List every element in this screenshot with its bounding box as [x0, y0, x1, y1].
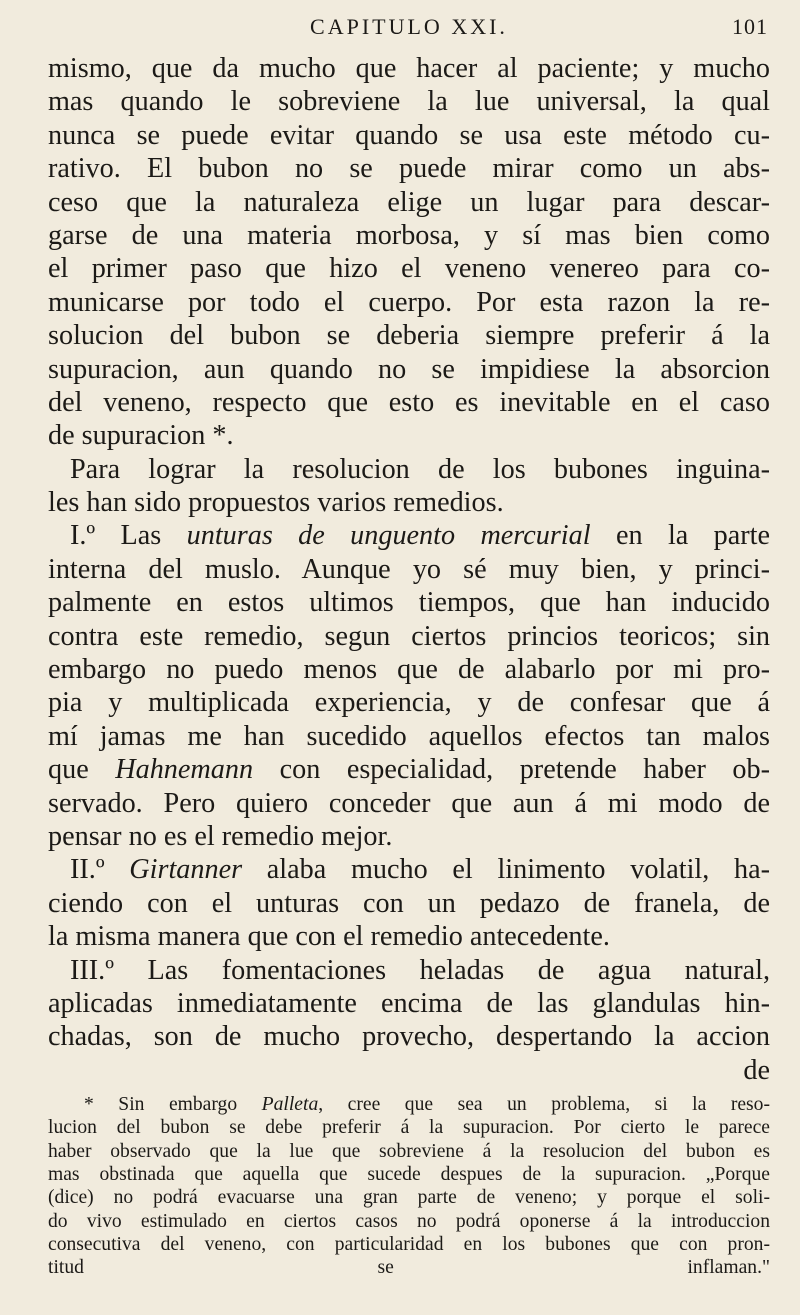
text-span: , cree que sea un problema, si la reso-	[318, 1094, 770, 1116]
text-span: (dice) no podrá evacuarse una gran parte de veneno; y porque el soli-	[48, 1187, 770, 1209]
text-span: lucion del bubon se debe preferir á la supuracion. Por cierto le parece	[48, 1117, 770, 1139]
page-number: 101	[732, 14, 768, 39]
text-line	[48, 319, 770, 352]
text-span: embargo no puedo menos que de alabarlo por mi pro-	[48, 654, 770, 686]
text-span: aplicadas inmediatamente encima de las glandulas hin-	[48, 987, 770, 1019]
text-span: consecutiva del veneno, con particularidad en los bubones que con pron-	[48, 1233, 770, 1255]
text-line	[48, 252, 770, 285]
text-line	[48, 653, 770, 686]
footnote-line	[48, 1140, 770, 1163]
text-span: rativo. El bubon no se puede mirar como un abs-	[48, 153, 770, 185]
text-span: titud se inflaman."	[48, 1257, 770, 1279]
text-line	[48, 152, 770, 185]
text-line	[48, 553, 770, 586]
text-line	[48, 853, 770, 886]
text-line	[48, 186, 770, 219]
footnote-line	[48, 1163, 770, 1186]
text-span: la misma manera que con el remedio antecedente.	[48, 921, 610, 953]
text-span: garse de una materia morbosa, y sí mas bien como	[48, 219, 770, 251]
text-span: mí jamas me han sucedido aquellos efectos tan malos	[48, 720, 770, 752]
footnote-line	[48, 1116, 770, 1139]
text-span: ceso que la naturaleza elige un lugar para descar-	[48, 186, 770, 218]
text-span: servado. Pero quiero conceder que aun á mi modo de	[48, 787, 770, 819]
footnote	[48, 1093, 770, 1279]
text-line	[48, 686, 770, 719]
text-span: con especialidad, pretende haber ob-	[253, 754, 770, 786]
text-span: interna del muslo. Aunque yo sé muy bien, y princi-	[48, 553, 770, 585]
footnote-line	[48, 1256, 770, 1279]
text-line	[48, 586, 770, 619]
text-line	[48, 119, 770, 152]
text-span: alaba mucho el linimento volatil, ha-	[242, 854, 770, 886]
text-span: mismo, que da mucho que hacer al paciente; y mucho	[48, 53, 770, 84]
text-line	[48, 52, 770, 85]
book-page	[48, 14, 770, 1279]
text-line	[48, 1054, 770, 1087]
main-text	[48, 52, 770, 1087]
text-span: que	[48, 754, 116, 786]
text-span: de supuracion *.	[48, 420, 234, 452]
italic-text: Palleta	[261, 1094, 319, 1116]
text-span: palmente en estos ultimos tiempos, que han inducido	[48, 587, 770, 619]
text-line	[48, 286, 770, 319]
text-line	[48, 486, 770, 519]
italic-text: Hahnemann	[115, 754, 254, 786]
footnote-line	[48, 1093, 770, 1116]
text-span: solucion del bubon se deberia siempre preferir á la	[48, 320, 770, 352]
text-span: del veneno, respecto que esto es inevitable en el caso	[48, 386, 770, 418]
text-span: supuracion, aun quando no se impidiese la absorcion	[48, 353, 770, 385]
text-span: I.º Las	[70, 520, 187, 552]
text-line	[48, 920, 770, 953]
text-line	[48, 419, 770, 452]
text-line	[48, 753, 770, 786]
text-span: les han sido propuestos varios remedios.	[48, 487, 504, 519]
text-line	[48, 85, 770, 118]
text-line	[48, 987, 770, 1020]
footnote-line	[48, 1210, 770, 1233]
text-line	[48, 620, 770, 653]
text-span: III.º Las fomentaciones heladas de agua natural,	[70, 954, 770, 986]
text-line	[48, 787, 770, 820]
italic-text: Girtanner	[129, 854, 243, 886]
text-line	[48, 453, 770, 486]
text-span: do vivo estimulado en ciertos casos no podrá oponerse á la introduccion	[48, 1210, 770, 1232]
text-line	[48, 219, 770, 252]
text-span: Para lograr la resolucion de los bubones inguina-	[70, 453, 770, 485]
text-line	[48, 954, 770, 987]
text-span: mas quando le sobreviene la lue universal, la qual	[48, 86, 770, 118]
footnote-line	[48, 1233, 770, 1256]
text-span: de	[743, 1054, 770, 1086]
text-span: haber observado que la lue que sobreviene á la resolucion del bubon es	[48, 1140, 770, 1162]
text-span: el primer paso que hizo el veneno venereo para co-	[48, 253, 770, 285]
chapter-title: CAPITULO XXI.	[310, 14, 508, 39]
text-span: II.º	[70, 854, 130, 886]
text-line	[48, 887, 770, 920]
text-span: mas obstinada que aquella que sucede despues de la supuracion. „Porque	[48, 1164, 770, 1185]
text-line	[48, 820, 770, 853]
text-line	[48, 720, 770, 753]
italic-text: unturas de unguento mercurial	[186, 520, 591, 552]
text-span: municarse por todo el cuerpo. Por esta razon la re-	[48, 286, 770, 318]
running-header	[48, 14, 770, 44]
text-span: * Sin embargo	[84, 1094, 262, 1116]
text-span: ciendo con el unturas con un pedazo de franela, de	[48, 887, 770, 919]
text-span: chadas, son de mucho provecho, despertando la accion	[48, 1021, 770, 1053]
footnote-line	[48, 1186, 770, 1209]
text-line	[48, 353, 770, 386]
text-span: pia y multiplicada experiencia, y de confesar que á	[48, 687, 770, 719]
text-span: en la parte	[590, 520, 770, 552]
text-line	[48, 519, 770, 552]
text-span: pensar no es el remedio mejor.	[48, 820, 393, 852]
text-span: contra este remedio, segun ciertos princios teoricos; sin	[48, 620, 770, 652]
text-span: nunca se puede evitar quando se usa este método cu-	[48, 119, 770, 151]
text-line	[48, 1020, 770, 1053]
text-line	[48, 386, 770, 419]
